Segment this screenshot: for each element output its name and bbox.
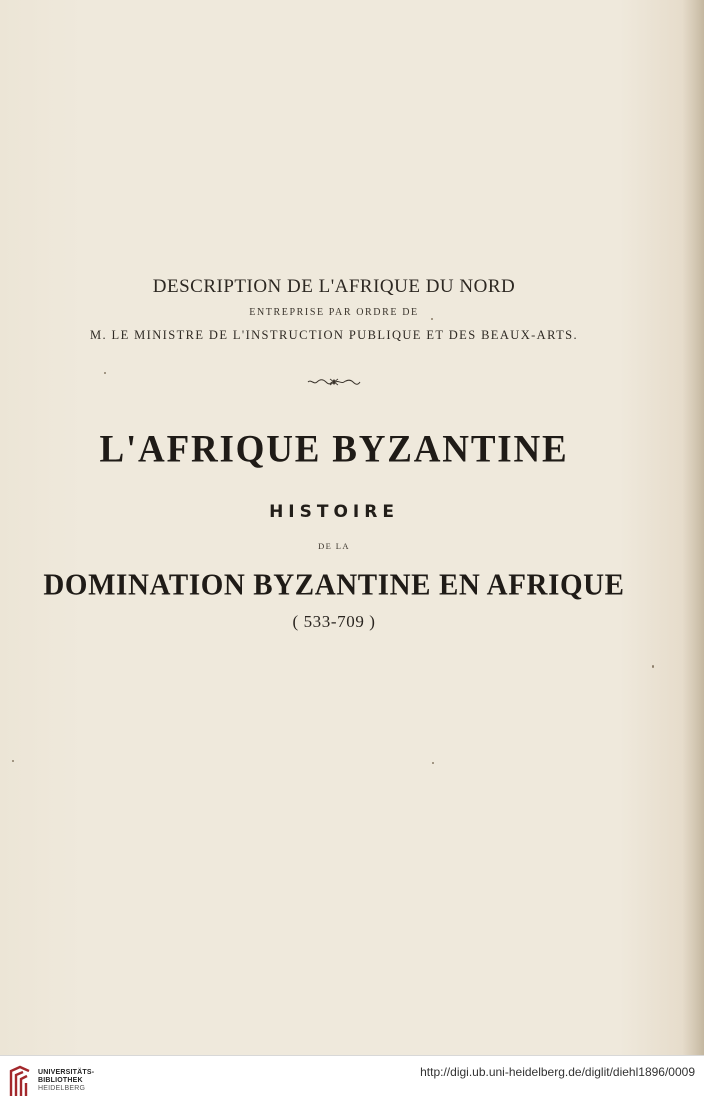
paper-speck [104, 372, 106, 374]
series-title: DESCRIPTION DE L'AFRIQUE DU NORD [152, 276, 516, 297]
ornament-rule-icon [306, 376, 362, 388]
paper-speck [432, 762, 434, 764]
spine-shadow [682, 0, 704, 1055]
logo-line-1: UNIVERSITÄTS- [38, 1069, 95, 1076]
permalink-url[interactable]: http://digi.ub.uni-heidelberg.de/diglit/diehl1896/0009 [420, 1065, 695, 1079]
paper-speck [12, 760, 14, 762]
paper-speck [431, 318, 433, 320]
subtitle-histoire: HISTOIRE [269, 502, 399, 522]
main-title: L'AFRIQUE BYZANTINE [99, 427, 569, 472]
viewer-footer [0, 1055, 704, 1107]
logo-line-3: HEIDELBERG [38, 1085, 86, 1092]
library-logo-text[interactable] [38, 1069, 94, 1093]
series-subtitle: ENTREPRISE PAR ORDRE DE [249, 307, 419, 318]
date-range: ( 533-709 ) [292, 612, 376, 631]
paper-speck [652, 665, 654, 668]
series-subtitle-ministry: M. LE MINISTRE DE L'INSTRUCTION PUBLIQUE ET DES BEAUX-ARTS. [89, 328, 579, 342]
logo-line-2: BIBLIOTHEK [38, 1077, 83, 1084]
connector-text: DE LA [318, 541, 350, 551]
ub-heidelberg-logo-icon[interactable] [8, 1065, 32, 1099]
secondary-title: DOMINATION BYZANTINE EN AFRIQUE [43, 568, 625, 602]
